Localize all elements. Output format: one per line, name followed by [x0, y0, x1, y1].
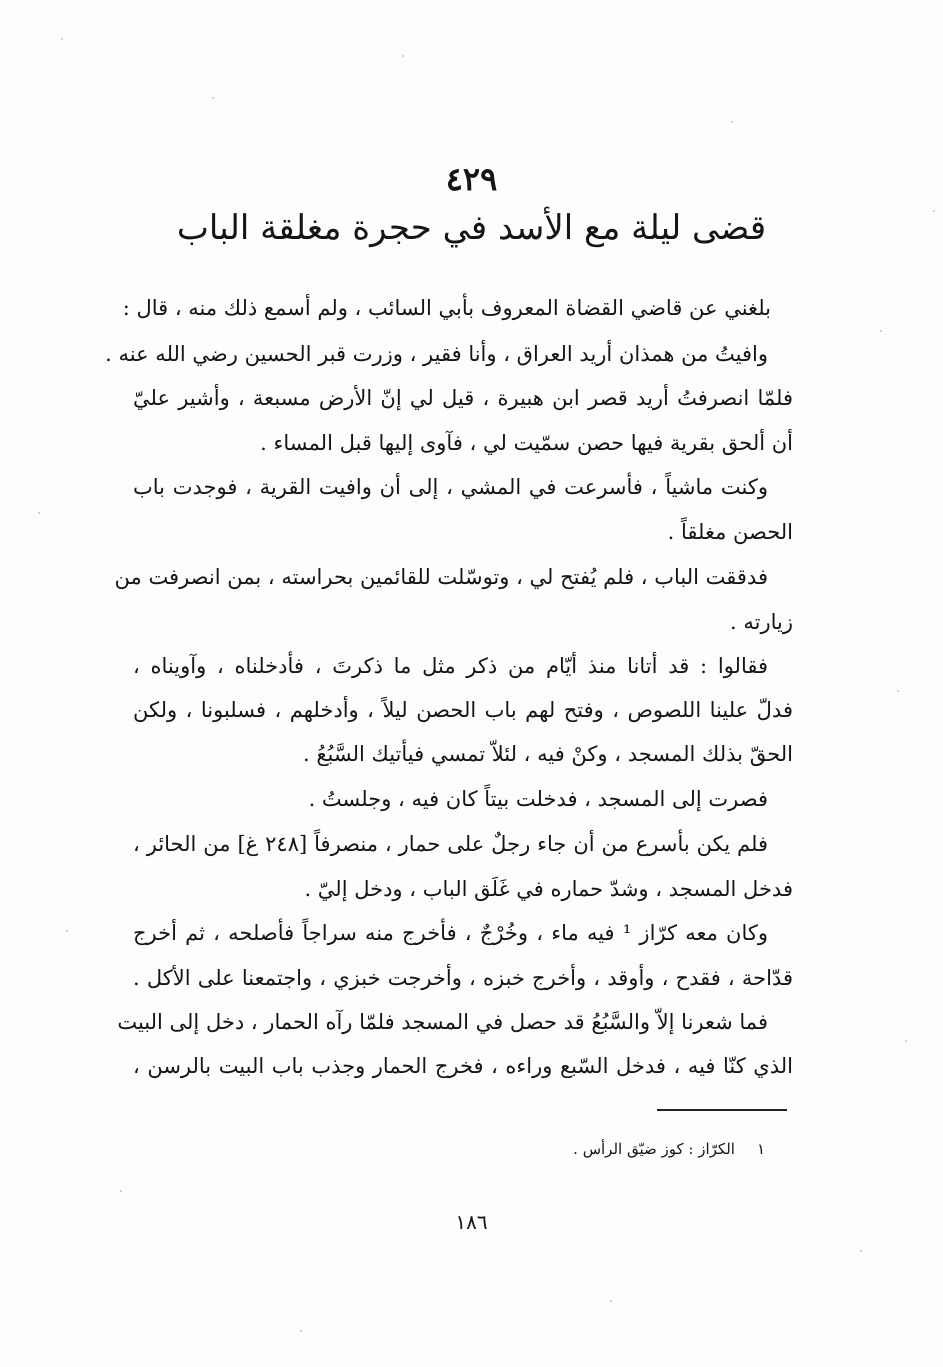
text-line: فدخل المسجد ، وشدّ حماره في غَلَق الباب ، ودخل إليّ .: [304, 877, 793, 901]
text-line: أن ألحق بقرية فيها حصن سمّيت لي ، فآوى إليها قبل المساء .: [260, 431, 793, 455]
text-line: زيارته .: [730, 610, 793, 634]
text-line: بلغني عن قاضي القضاة المعروف بأبي السائب ، ولم أسمع ذلك منه ، قال :: [122, 296, 771, 320]
text-line: فدلّ علينا اللصوص ، وفتح لهم باب الحصن ليلاً ، وأدخلهم ، فسلبونا ، ولكن: [133, 698, 793, 722]
text-line: وكان معه كرّاز ¹ فيه ماء ، وخُرْجٌ ، فأخرج منه سراجاً فأصلحه ، ثم أخرج: [133, 921, 768, 945]
text-line: وكنت ماشياً ، فأسرعت في المشي ، إلى أن وافيت القرية ، فوجدت باب: [133, 475, 768, 499]
text-line: فدققت الباب ، فلم يُفتح لي ، وتوسّلت للقائمين بحراسته ، بمن انصرفت من: [114, 565, 768, 589]
footnote-divider: [657, 1109, 787, 1111]
story-title: قضى ليلة مع الأسد في حجرة مغلقة الباب: [176, 208, 767, 248]
footnote-mark: ١: [756, 1140, 765, 1158]
story-number: ٤٢٩: [445, 160, 498, 198]
text-line: الحقّ بذلك المسجد ، وكنْ فيه ، لئلاّ تمسي فيأتيك السَّبُعُ .: [303, 742, 793, 766]
text-line: وافيتُ من همذان أريد العراق ، وأنا فقير ، وزرت قبر الحسين رضي الله عنه .: [105, 342, 768, 366]
text-line: الحصن مغلقاً .: [667, 520, 793, 544]
text-line: قدّاحة ، فقدح ، وأوقد ، وأخرج خبزه ، وأخرجت خبزي ، واجتمعنا على الأكل .: [133, 966, 793, 990]
text-line: الذي كنّا فيه ، فدخل السّبع وراءه ، فخرج الحمار وجذب باب البيت بالرسن ،: [133, 1054, 793, 1078]
text-line: فقالوا : قد أتانا منذ أيّام من ذكر مثل ما ذكرتَ ، فأدخلناه ، وآويناه ،: [133, 654, 768, 678]
text-line: فلم يكن بأسرع من أن جاء رجلٌ على حمار ، منصرفاً [٢٤٨ غ] من الحائر ،: [133, 832, 768, 856]
text-line: فما شعرنا إلاّ والسَّبُعُ قد حصل في المسجد فلمّا رآه الحمار ، دخل إلى البيت: [117, 1010, 768, 1034]
footnote: [573, 1140, 765, 1158]
text-line: فصرت إلى المسجد ، فدخلت بيتاً كان فيه ، وجلستُ .: [308, 787, 768, 811]
page-number: ١٨٦: [455, 1210, 488, 1234]
text-line: فلمّا انصرفتُ أريد قصر ابن هبيرة ، قيل لي إنّ الأرض مسبعة ، وأشير عليّ: [133, 386, 793, 410]
footnote-text: الكرّاز : كوز ضيّق الرأس .: [573, 1140, 735, 1158]
